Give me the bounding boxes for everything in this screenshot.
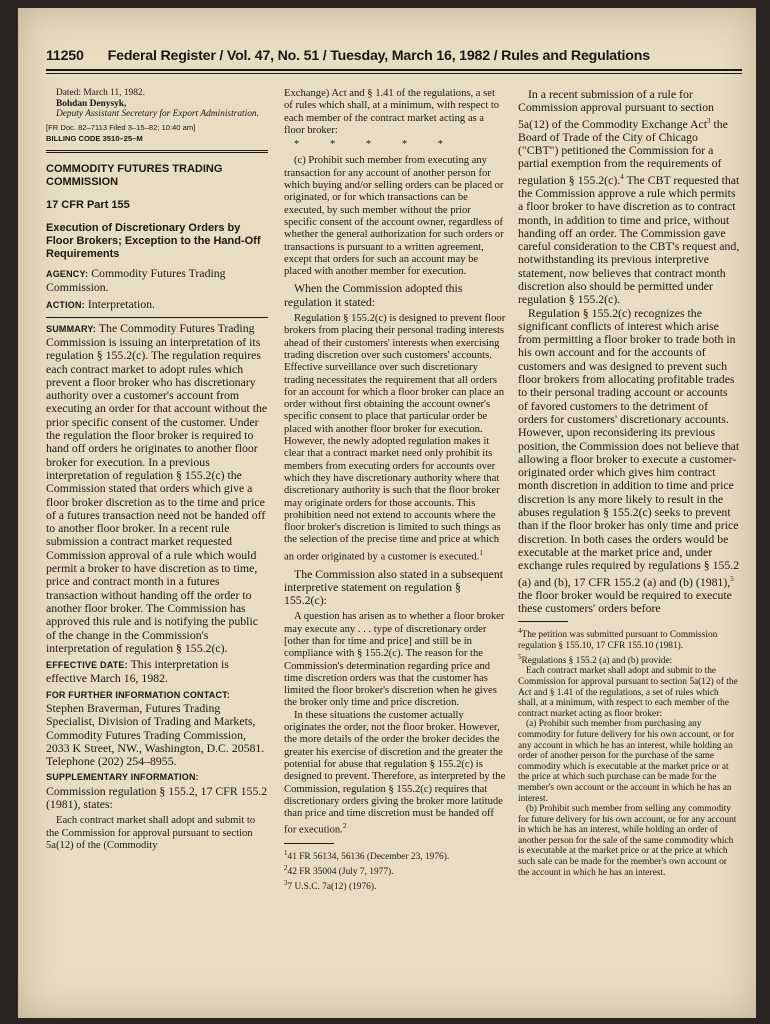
dated-line: Dated: March 11, 1982.	[56, 88, 145, 98]
regulation-quote-start: Each contract market shall adopt and submit to the Commission for approval pursuant to section 5a(12) of the (Commodity	[46, 815, 256, 851]
action-text: Interpretation.	[87, 297, 156, 312]
signer-title: Deputy Assistant Secretary for Export Administration.	[56, 109, 259, 120]
regulation-quote-c: (c) Prohibit such member from executing any transaction for any account of another person for which buying and/or selling orders can be placed or originated, or for which transactions can be executed, by such member without the prior specific consent of the account owner, regardless of whether the general authorization for such orders or transactions is pursuant to a written agreement, except that orders for such an account may be placed with another member for execution.	[284, 155, 504, 278]
footnote-5-b: (b) Prohibit such member from selling any commodity for future delivery for his own account, or for any account in which he has an interest, while holding an order of another person for the sale of the same commodity which is executable at the market price or at the price at which such sale can be made for the member's own account or the account in which he has an interest.	[518, 804, 737, 878]
effective-label: EFFECTIVE DATE:	[46, 660, 128, 671]
footnotes-col3	[518, 626, 740, 878]
contact-label: FOR FURTHER INFORMATION CONTACT:	[46, 689, 231, 700]
section-divider	[46, 150, 268, 153]
footnotes-col2	[284, 848, 506, 892]
summary-label: SUMMARY:	[46, 323, 97, 334]
cfr-part: 17 CFR Part 155	[46, 198, 130, 211]
footnote: $^2$42 FR 35004 (July 7, 1977).	[284, 864, 394, 878]
footnote-divider	[518, 621, 568, 622]
footnote-5-para: Each contract market shall adopt and submit to the Commission for approval pursuant to section 5a(12) of the Act and § 1.41 of the regulations, a set of rules which shall, at a minimum, with respect to each member of the contract market acting as floor broker:	[518, 666, 738, 719]
interpretive-quote-b: In these situations the customer actually originates the order, not the floor broker. However, the more details of the order the broker decides the greater his exercise of discretion and the greater the potential for abuse that regulation § 155.2(c) is designed to prevent. Therefore, as interpreted by the Commission, regulation § 155.2(c) requires that discretionary orders giving the broker more latitude than price and time discretion must be handed off for execution.$^2$	[284, 709, 506, 836]
page-number: 11250	[46, 48, 84, 64]
document-page	[18, 8, 756, 1018]
header-rule	[46, 69, 742, 71]
header-rule-thin	[46, 73, 742, 74]
body-para-adopted: When the Commission adopted this regulation it stated:	[284, 281, 463, 309]
signer-name: Bohdan Denysyk,	[56, 98, 127, 109]
column-3	[518, 88, 740, 938]
footnote-ref-3: 3	[707, 116, 711, 125]
effective-text: This interpretation is effective March 16, 1982.	[46, 657, 229, 686]
body-para-cbt: In a recent submission of a rule for Commission approval pursuant to section 5a(12) of the Commodity Exchange Act$^3$ the Board of Trade of the City of Chicago ("CBT") petitioned the Commission for a partial exemption from the requirements of regulation § 155.2(c).$^4$ The CBT requested that the Commission approve a rule which permits a floor broker to have discretion as to contract month, in addition to time and price, without handing off an order. The Commission gave careful consideration to the CBT's request and, notwithstanding its previous interpretive statement, now believes that contract month discretion also should be permitted under regulation § 155.2(c).	[518, 88, 740, 307]
agency-text: Commodity Futures Trading Commission.	[46, 265, 226, 295]
footnote-4: $^4$The petition was submitted pursuant to Commission regulation § 155.10, 17 CFR 155.10 (1981).	[518, 627, 718, 652]
running-header	[46, 48, 736, 64]
footnote-ref-2: 2	[342, 822, 347, 831]
column-2	[284, 88, 506, 928]
effective-field	[46, 658, 268, 686]
column-1	[46, 88, 268, 928]
adoption-quote: Regulation § 155.2(c) is designed to prevent floor brokers from placing their personal trading interests ahead of their customers' interests when exercising trading discretion over such customers' accounts. Effective surveillance over such discretionary trading necessitates the requirement that all orders for an account for which a floor broker can place an order without first obtaining the account owner's specific consent to place that particular order be placed with another floor broker for execution. However, the newly adopted regulation makes it clear that a contract market need only prohibit its members from executing orders for accounts over which they have discretionary authority where that discretionary authority is such that the floor broker may originate orders for those accounts. This prohibition need not extend to accounts where the floor broker's discretion is limited to such things as the selection of the precise time and price at which an order originated by a customer is executed.$^1$	[284, 313, 506, 563]
footnote: $^1$41 FR 56134, 56136 (December 23, 1976).	[284, 849, 450, 863]
regulation-quote-cont: Exchange) Act and § 1.41 of the regulations, a set of rules which shall, at a minimum, with respect to each member of the contract market acting as a floor broker:	[284, 88, 500, 136]
footnote-divider	[284, 843, 334, 844]
contact-field	[46, 689, 268, 769]
footnote-5: $^5$Regulations § 155.2 (a) and (b) provide:	[518, 652, 673, 666]
footnote-ref-4: 4	[620, 172, 624, 181]
running-title: Federal Register / Vol. 47, No. 51 / Tuesday, March 16, 1982 / Rules and Regulations	[107, 48, 650, 64]
agency-heading: COMMODITY FUTURES TRADING COMMISSION	[46, 162, 223, 188]
supplementary-field	[46, 771, 268, 811]
body-para-interpretive: The Commission also stated in a subsequent interpretive statement on regulation § 155.2(c):	[284, 566, 504, 608]
ellipsis-stars: * * * * *	[294, 139, 458, 151]
body-para-conflicts: Regulation § 155.2(c) recognizes the significant conflicts of interest which arise from permitting a floor broker to trade both in his own account and for the accounts of customers and was designed to prevent such floor brokers from allocating profitable trades to their personal trading account or accounts of favored customers to the detriment of orders for customers' discretionary accounts. However, upon reconsidering its previous position, the Commission does not believe that allowing a floor broker to execute a customer-originated order which gives him contract month discretion in addition to time and price discretion is any more likely to result in the abuses regulation § 155.2(c) seeks to prevent than if the floor broker has only time and price discretion. In both cases the orders would be executable at the market price and, under exchange rules required by regulations § 155.2 (a) and (b), 17 CFR 155.2 (a) and (b) (1981),$^5$ the floor broker would be required to execute these customers' orders before	[518, 305, 740, 616]
billing-code: BILLING CODE 3510–25–M	[46, 133, 143, 143]
footnote-5-a: (a) Prohibit such member from purchasing any commodity for future delivery for his own account, or for any account in which he has an interest, while holding an order of another person for the purchase of the same commodity which is executable at the market price or at the price at which such purchase can be made for the member's own account or the account in which he has an interest.	[518, 719, 735, 804]
interpretive-quote-a: A question has arisen as to whether a floor broker may execute any . . . type of discretionary order [other than for time and price] and still be in compliance with § 155.2(c). The reason for the Commission's determination regarding price and time discretion orders was that the customer has limited the floor broker's discretion when he gives the broker only time and price discretion.	[284, 611, 505, 709]
agency-label: AGENCY:	[46, 268, 89, 279]
summary-text: The Commodity Futures Trading Commission is issuing an interpretation of its regulation § 155.2(c). The regulation requires each contract market to adopt rules which prevent a floor broker who has discretionary authority over a customer's account from executing an order for that account without the prior specific consent of the customer. Under the regulation the floor broker is required to hand off orders he originates to another floor broker for execution. In a previous interpretation of regulation § 155.2(c) the Commission stated that orders which give a floor broker discretion as to the time and price of a futures transaction need not be handed off to another floor broker. In a recent rule submission a contract market requested Commission approval of a rule which would permit a broker to have discretion as to time, price and contract month in a futures transaction without handing off the order to another floor broker. The Commission has approved this rule and is notifying the public of the change in the Commission's interpretation of regulation § 155.2(c).	[46, 320, 268, 655]
footnote: $^3$7 U.S.C. 7a(12) (1976).	[284, 878, 377, 892]
summary-divider	[46, 317, 268, 318]
supplementary-label: SUPPLEMENTARY INFORMATION:	[46, 772, 199, 783]
rule-title: Execution of Discretionary Orders by Floor Brokers; Exception to the Hand-Off Requirements	[46, 221, 261, 260]
supplementary-text: Commission regulation § 155.2, 17 CFR 155.2 (1981), states:	[46, 783, 268, 812]
footnote-ref-5: 5	[730, 574, 734, 583]
summary-field	[46, 322, 268, 655]
action-label: ACTION:	[46, 300, 85, 311]
footnote-ref-1: 1	[479, 548, 483, 557]
fr-doc-line: [FR Doc. 82–7113 Filed 3–15–82; 10:40 am]	[46, 122, 196, 132]
contact-text: Stephen Braverman, Futures Trading Specialist, Division of Trading and Markets, Commodity Futures Trading Commission, 2033 K Street, NW., Washington, D.C. 20581. Telephone (202) 254–8955.	[46, 700, 265, 769]
agency-field	[46, 267, 268, 295]
action-field	[46, 298, 268, 312]
